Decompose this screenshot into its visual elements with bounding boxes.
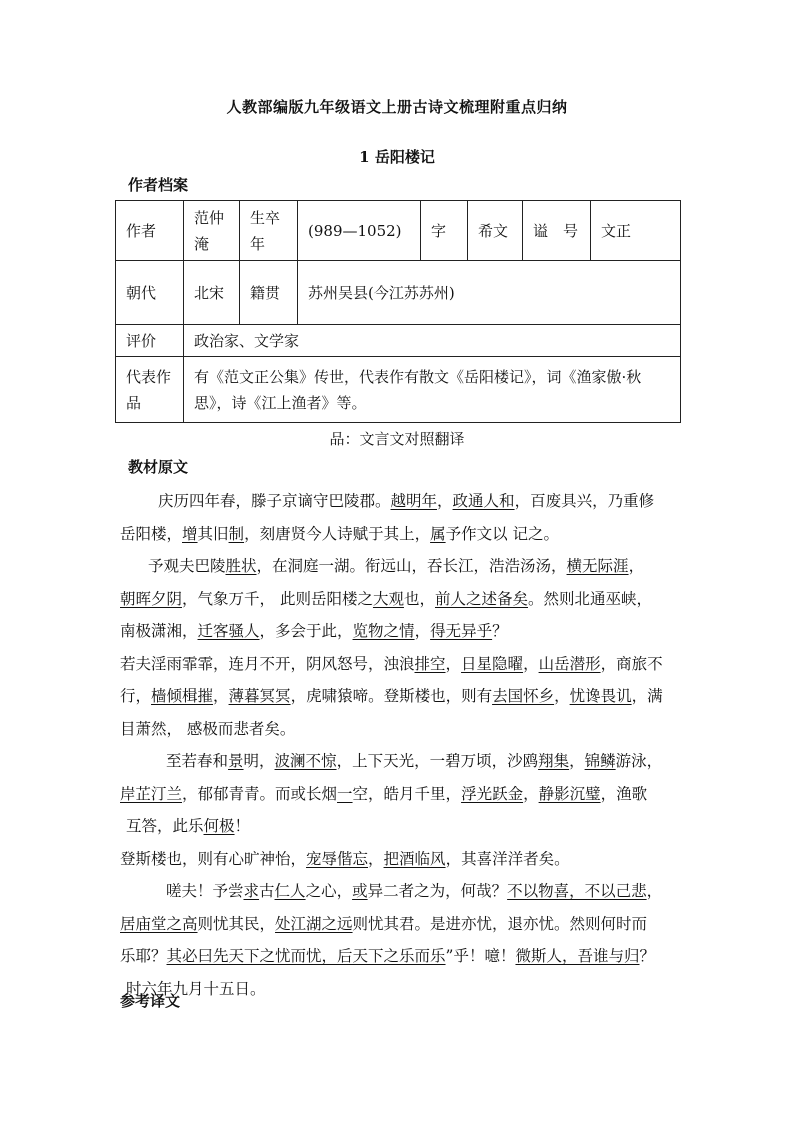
underlined-phrase: 迁客骚人 (197, 622, 260, 640)
text-segment: ， (213, 687, 229, 705)
cell-posthumous-name: 文正 (591, 201, 681, 261)
text-segment: 古 (259, 882, 275, 900)
text-segment: 则忧其君。是进亦忧，退亦忧。然则何时而 (352, 914, 648, 933)
text-segment: 目萧然， 感极而悲者矣。 (120, 719, 296, 738)
text-segment: ，上下天光，一碧万顷，沙鸥 (336, 752, 539, 770)
text-segment: ，多会于此， (259, 622, 353, 640)
text-segment: ”乎！噫！ (445, 947, 516, 965)
underlined-phrase: 处江湖之远 (275, 914, 353, 933)
text-segment: 明， (243, 752, 275, 770)
text-segment: 互答，此乐 (126, 817, 204, 835)
lesson-title: 1 岳阳楼记 (359, 148, 435, 166)
underlined-phrase: 浮光跃金 (461, 784, 524, 803)
cell-author-name: 范仲淹 (184, 201, 240, 261)
text-segment: ， (628, 557, 645, 575)
cell-label-author: 作者 (116, 201, 184, 261)
underlined-phrase: 山岳潜形 (538, 654, 601, 673)
cell-label-evaluation: 评价 (116, 325, 184, 357)
underlined-phrase: 宠辱偕忘 (306, 849, 369, 868)
text-line (120, 518, 680, 551)
text-segment: ， (368, 849, 384, 868)
underlined-phrase: 得无异乎 (430, 622, 493, 640)
underlined-phrase: 樯倾楫摧 (151, 687, 214, 705)
text-segment: 时六年九月十五日。 (126, 979, 266, 998)
text-line (120, 940, 680, 973)
text-segment: ，郁郁青青。而或长烟 (182, 784, 338, 803)
underlined-phrase: 景 (228, 752, 244, 770)
text-segment: 至若春和 (166, 752, 229, 770)
text-segment: 异二者之为，何哉？ (367, 882, 508, 900)
underlined-phrase: 波澜不惊 (274, 752, 337, 770)
text-segment: ，百废具兴，乃重修 (514, 492, 655, 510)
text-segment: ， (569, 752, 585, 770)
underlined-phrase: 朝晖夕阴 (120, 589, 183, 608)
text-segment: ， (445, 654, 462, 673)
text-segment: 若夫淫雨霏霏，连月不开，阴风怒号，浊浪 (120, 654, 415, 673)
underlined-phrase: 微斯人，吾谁与归 (515, 947, 640, 965)
text-segment: 其旧 (197, 524, 229, 543)
text-segment: 行， (120, 687, 152, 705)
original-text (120, 485, 680, 1005)
underlined-phrase: 翔集 (538, 752, 570, 770)
underlined-phrase: 制 (228, 524, 245, 543)
text-segment: 也， (403, 589, 435, 608)
cell-label-dynasty: 朝代 (116, 261, 184, 325)
text-segment: 乐耶？ (120, 947, 167, 965)
text-line (120, 485, 680, 518)
underlined-phrase: 排空 (414, 654, 446, 673)
table-row (116, 325, 681, 357)
underlined-phrase: 一 (337, 784, 353, 803)
text-line (120, 973, 680, 1006)
underlined-phrase: 其必曰先天下之忧而忧，后天下之乐而乐 (166, 947, 446, 965)
cell-label-lifespan: 生卒年 (240, 201, 298, 261)
text-segment: 空，皓月千里， (352, 784, 462, 803)
table-caption: 品：文言文对照翻译 (329, 430, 465, 448)
underlined-phrase: 薄暮冥冥 (228, 687, 291, 705)
table-row (116, 261, 681, 325)
text-segment: 予观夫巴陵 (148, 557, 226, 575)
original-text-heading: 教材原文 (128, 458, 189, 476)
cell-lifespan: (989—1052) (298, 201, 421, 261)
underlined-phrase: 不以物喜，不以己悲 (507, 882, 647, 900)
text-line (120, 810, 680, 843)
text-line (120, 615, 680, 648)
text-segment: ， (523, 784, 539, 803)
text-line (120, 713, 680, 746)
text-line (120, 680, 680, 713)
underlined-phrase: 大观 (372, 589, 404, 608)
underlined-phrase: 属 (430, 524, 446, 543)
text-segment: ，满 (631, 687, 663, 705)
cell-label-courtesy-name: 字 (421, 201, 468, 261)
text-segment: ，虎啸猿啼。登斯楼也，则有 (290, 687, 493, 705)
text-segment: ，商旅不 (600, 654, 663, 673)
text-line (120, 778, 680, 811)
cell-label-posthumous-name: 谥 号 (523, 201, 591, 261)
text-segment: ，其喜洋洋者矣。 (445, 849, 570, 868)
text-line (120, 550, 680, 583)
cell-hometown: 苏州吴县(今江苏苏州) (298, 261, 681, 325)
underlined-phrase: 静影沉璧 (538, 784, 601, 803)
underlined-phrase: 览物之情 (352, 622, 415, 640)
text-segment: 登斯楼也，则有心旷神怡， (120, 849, 307, 868)
text-segment: 南极潇湘， (120, 622, 198, 640)
text-segment: 之心， (305, 882, 353, 900)
text-segment: 予作文以 记之。 (445, 524, 560, 543)
text-segment: ，气象万千， 此则岳阳楼之 (182, 589, 373, 608)
text-line (120, 875, 680, 908)
text-segment: 岳阳楼， (120, 524, 183, 543)
text-line (120, 843, 680, 876)
text-line (120, 908, 680, 941)
cell-courtesy-name: 希文 (468, 201, 523, 261)
underlined-phrase: 何极 (203, 817, 235, 835)
cell-evaluation: 政治家、文学家 (184, 325, 681, 357)
text-segment: ， (646, 882, 663, 900)
underlined-phrase: 或 (352, 882, 368, 900)
text-line (120, 583, 680, 616)
underlined-phrase: 把酒临风 (383, 849, 446, 868)
text-line (120, 745, 680, 778)
text-segment: 嗟夫！予尝 (166, 882, 244, 900)
text-segment: ，在洞庭一湖。衔远山，吞长江，浩浩汤汤， (256, 557, 567, 575)
underlined-phrase: 横无际涯 (566, 557, 629, 575)
underlined-phrase: 仁人 (274, 882, 306, 900)
underlined-phrase: 前人之述备矣 (434, 589, 528, 608)
cell-works: 有《范文正公集》传世，代表作有散文《岳阳楼记》，词《渔家傲·秋思》，诗《江上渔者》等。 (184, 357, 681, 423)
text-line (120, 648, 680, 681)
text-segment: ， (437, 492, 453, 510)
underlined-phrase: 日星隐曜 (461, 654, 524, 673)
author-profile-heading: 作者档案 (128, 176, 189, 194)
translation-heading: 参考译文 (120, 992, 181, 1010)
underlined-phrase: 越明年 (390, 492, 438, 510)
text-segment: ，刻唐贤今人诗赋于其上， (244, 524, 431, 543)
text-segment: ，渔歌 (600, 784, 648, 803)
cell-dynasty: 北宋 (184, 261, 240, 325)
author-profile-table (115, 200, 681, 423)
table-row (116, 201, 681, 261)
text-segment: ， (523, 654, 539, 673)
underlined-phrase: 增 (182, 524, 198, 543)
underlined-phrase: 岸芷汀兰 (120, 784, 183, 803)
cell-label-hometown: 籍贯 (240, 261, 298, 325)
document-title: 人教部编版九年级语文上册古诗文梳理附重点归纳 (226, 98, 568, 116)
text-segment: ？ (639, 947, 655, 965)
underlined-phrase: 居庙堂之高 (120, 914, 198, 933)
underlined-phrase: 求 (243, 882, 260, 900)
text-segment: 庆历四年春，滕子京谪守巴陵郡。 (158, 492, 391, 510)
underlined-phrase: 去国怀乡 (492, 687, 555, 705)
underlined-phrase: 忧谗畏讥 (569, 687, 632, 705)
table-row (116, 357, 681, 423)
text-segment: 游泳， (615, 752, 663, 770)
text-segment: ， (414, 622, 431, 640)
text-segment: 。然则北通巫峡， (528, 589, 653, 608)
cell-label-works: 代表作品 (116, 357, 184, 423)
text-segment: 则忧其民， (197, 914, 276, 933)
underlined-phrase: 政通人和 (452, 492, 515, 510)
text-segment: ？ (492, 622, 508, 640)
text-segment: ！ (234, 817, 251, 835)
underlined-phrase: 胜状 (225, 557, 257, 575)
text-segment: ， (554, 687, 570, 705)
underlined-phrase: 锦鳞 (584, 752, 616, 770)
